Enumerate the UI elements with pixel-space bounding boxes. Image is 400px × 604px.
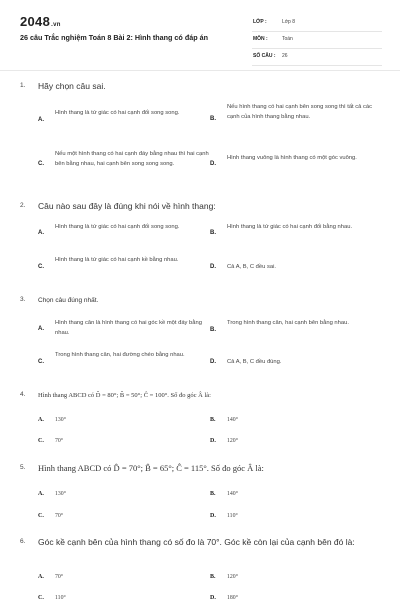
option-text: 140°: [227, 491, 239, 497]
option-letter: D.: [210, 359, 216, 365]
option-text: Trong hình thang cân, hai đường chéo bằng nhau.: [55, 352, 185, 358]
option-text: Nếu hình thang có hai cạnh bên song song thì tất cả các cạnh của hình thang bằng nhau.: [227, 104, 373, 120]
option-text: 120°: [227, 438, 239, 444]
option-text: Hình thang là tứ giác có hai cạnh đối song song.: [55, 224, 180, 230]
meta-row-count: [252, 49, 382, 66]
logo-suffix: .vn: [51, 22, 61, 28]
meta-table: [252, 15, 382, 66]
meta-value: Lớp 8: [282, 19, 296, 25]
option-text: Nếu một hình thang có hai cạnh đáy bằng nhau thì hai cạnh bên bằng nhau, hai cạnh bên song song song.: [55, 151, 209, 167]
meta-row-subject: [252, 32, 382, 49]
option-letter: B.: [210, 491, 216, 497]
question-text: Chọn câu đúng nhất.: [38, 297, 99, 304]
option-letter: A.: [38, 417, 44, 423]
option-text: Trong hình thang cân, hai cạnh bên bằng nhau.: [227, 320, 349, 326]
logo-main: 2048: [20, 14, 51, 29]
option-letter: B.: [210, 116, 216, 122]
option-letter: A.: [38, 230, 44, 236]
option-letter: A.: [38, 574, 44, 580]
question-number: 3.: [20, 296, 26, 303]
option-letter: D.: [210, 161, 216, 167]
meta-value: 26: [282, 53, 288, 59]
option-text: 70°: [55, 438, 64, 444]
option-text: Hình thang là tứ giác có hai cạnh đối song song.: [55, 110, 180, 116]
question-number: 2.: [20, 202, 26, 209]
option-letter: B.: [210, 417, 216, 423]
document-title: 26 câu Trắc nghiệm Toán 8 Bài 2: Hình thang có đáp án: [20, 33, 208, 42]
option-text: Cả A, B, C đều đúng.: [227, 359, 282, 365]
question-number: 1.: [20, 82, 26, 89]
question-text: Hình thang ABCD có D̂ = 80°; B̂ = 50°; Ĉ = 100°. Số đo góc Â là:: [38, 392, 211, 399]
question-text: Câu nào sau đây là đúng khi nói về hình thang:: [38, 201, 216, 211]
question-number: 5.: [20, 464, 26, 471]
option-text: 70°: [55, 574, 64, 580]
meta-value: Toán: [282, 36, 293, 42]
option-letter: B.: [210, 230, 216, 236]
option-text: Hình thang vuông là hình thang có một góc vuông.: [227, 155, 357, 161]
site-logo[interactable]: [20, 14, 61, 29]
meta-label: LỚP :: [253, 19, 267, 25]
option-letter: B.: [210, 574, 216, 580]
option-text: 140°: [227, 417, 239, 423]
option-text: Cả A, B, C đều sai.: [227, 264, 276, 270]
option-text: 180°: [227, 595, 239, 601]
option-letter: A.: [38, 491, 44, 497]
question-text: Hãy chọn câu sai.: [38, 81, 106, 91]
option-letter: A.: [38, 326, 44, 332]
option-text: Hình thang là tứ giác có hai cạnh đối bằng nhau.: [227, 224, 353, 230]
option-text: 110°: [227, 513, 238, 519]
option-text: 130°: [55, 491, 67, 497]
option-letter: C.: [38, 513, 44, 519]
option-letter: C.: [38, 161, 44, 167]
option-letter: D.: [210, 264, 216, 270]
option-letter: D.: [210, 438, 216, 444]
option-text: 70°: [55, 513, 64, 519]
option-letter: C.: [38, 438, 44, 444]
option-letter: D.: [210, 513, 216, 519]
option-text: 120°: [227, 574, 239, 580]
question-number: 4.: [20, 391, 26, 398]
meta-label: MÔN :: [253, 36, 268, 42]
option-letter: C.: [38, 359, 44, 365]
page-header: [0, 0, 400, 64]
question-text: Hình thang ABCD có D̂ = 70°; B̂ = 65°; Ĉ = 115°. Số đo góc Â là:: [38, 463, 264, 473]
option-text: 110°: [55, 595, 66, 601]
meta-row-class: [252, 15, 382, 32]
option-letter: D.: [210, 595, 216, 601]
option-letter: A.: [38, 117, 44, 123]
header-divider: [0, 70, 400, 71]
option-letter: B.: [210, 327, 216, 333]
meta-label: SỐ CÂU :: [253, 53, 276, 59]
question-text: Góc kề cạnh bên của hình thang có số đo là 70°. Góc kề còn lại của cạnh bên đó là:: [38, 537, 355, 547]
question-number: 6.: [20, 538, 26, 545]
option-text: Hình thang cân là hình thang có hai góc kề một đáy bằng nhau.: [55, 320, 202, 336]
option-letter: C.: [38, 264, 44, 270]
option-text: 130°: [55, 417, 67, 423]
option-letter: C.: [38, 595, 44, 601]
option-text: Hình thang là tứ giác có hai cạnh kề bằng nhau.: [55, 257, 179, 263]
